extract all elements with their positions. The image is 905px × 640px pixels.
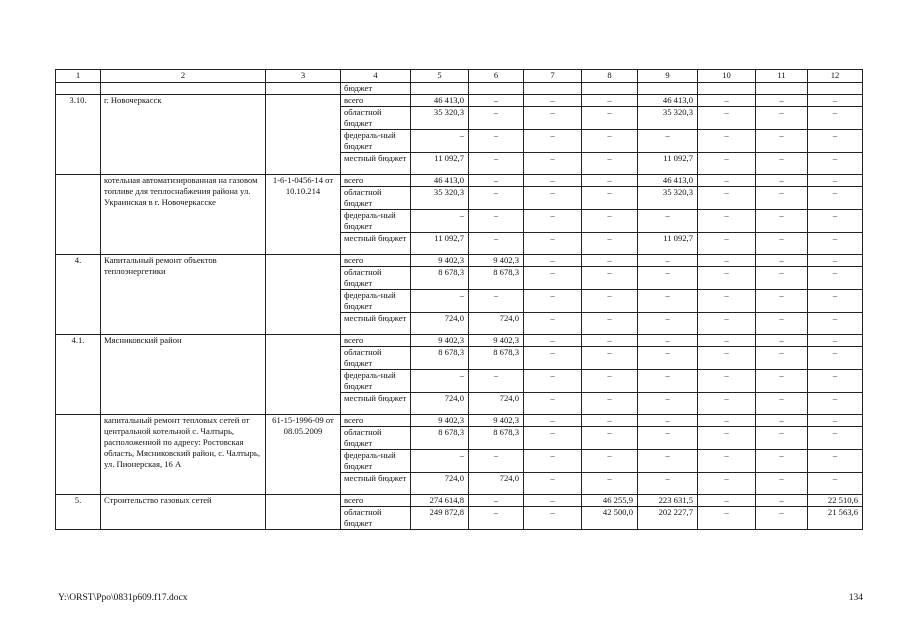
budget-type-cell: местный бюджет (341, 313, 411, 335)
value-cell: – (582, 153, 638, 175)
budget-type-cell: местный бюджет (341, 153, 411, 175)
budget-type-cell: федераль-ный бюджет (341, 370, 411, 393)
value-cell: – (524, 95, 582, 107)
value-cell: – (638, 370, 698, 393)
table-row (56, 175, 863, 187)
value-cell: 35 320,3 (638, 107, 698, 130)
value-cell: – (808, 335, 863, 347)
value-cell: – (698, 507, 756, 530)
budget-type-cell: всего (341, 95, 411, 107)
value-cell: – (698, 187, 756, 210)
col-header: 4 (341, 70, 411, 83)
budget-type-cell: местный бюджет (341, 233, 411, 255)
document-code: 61-15-1996-09 от 08.05.2009 (266, 415, 341, 495)
value-cell: – (524, 473, 582, 495)
value-cell: – (524, 107, 582, 130)
value-cell: – (698, 450, 756, 473)
value-cell: 8 678,3 (411, 347, 469, 370)
value-cell: 724,0 (469, 473, 524, 495)
value-cell: – (808, 210, 863, 233)
value-cell: – (698, 153, 756, 175)
value-cell: – (524, 130, 582, 153)
budget-type-cell: федераль-ный бюджет (341, 290, 411, 313)
value-cell: – (582, 473, 638, 495)
document-code (266, 255, 341, 335)
value-cell: 22 510,6 (808, 495, 863, 507)
value-cell: 8 678,3 (411, 267, 469, 290)
value-cell: 35 320,3 (411, 187, 469, 210)
value-cell: – (582, 130, 638, 153)
value-cell: 8 678,3 (469, 347, 524, 370)
value-cell: – (638, 335, 698, 347)
value-cell: – (756, 335, 808, 347)
value-cell: – (469, 370, 524, 393)
value-cell: 35 320,3 (638, 187, 698, 210)
value-cell: – (698, 347, 756, 370)
value-cell: – (582, 450, 638, 473)
value-cell: – (582, 347, 638, 370)
value-cell: 8 678,3 (469, 427, 524, 450)
value-cell: – (582, 415, 638, 427)
value-cell: – (469, 290, 524, 313)
value-cell: – (638, 313, 698, 335)
value-cell: 249 872,8 (411, 507, 469, 530)
value-cell: – (756, 175, 808, 187)
value-cell: – (411, 450, 469, 473)
budget-type-cell: федераль-ный бюджет (341, 210, 411, 233)
value-cell: – (582, 233, 638, 255)
value-cell: – (808, 267, 863, 290)
col-header: 2 (101, 70, 266, 83)
item-name: Капитальный ремонт объектов теплоэнергетики (101, 255, 266, 335)
value-cell: – (808, 415, 863, 427)
value-cell: 11 092,7 (411, 233, 469, 255)
value-cell: 46 255,9 (582, 495, 638, 507)
value-cell: 42 500,0 (582, 507, 638, 530)
budget-table (55, 69, 863, 530)
value-cell: – (638, 473, 698, 495)
budget-type-cell: всего (341, 335, 411, 347)
value-cell: – (808, 107, 863, 130)
value-cell: – (698, 335, 756, 347)
value-cell: – (756, 210, 808, 233)
value-cell: – (808, 95, 863, 107)
value-cell: – (469, 187, 524, 210)
value-cell: – (756, 255, 808, 267)
value-cell: – (756, 347, 808, 370)
value-cell: – (469, 507, 524, 530)
budget-type-cell: местный бюджет (341, 473, 411, 495)
item-number (56, 175, 101, 255)
value-cell: – (756, 187, 808, 210)
item-name: котельная автоматизированная на газовом топливе для теплоснабжения района ул. Украинская в г. Новочеркасске (101, 175, 266, 255)
value-cell: – (698, 107, 756, 130)
value-cell: 46 413,0 (638, 95, 698, 107)
table-row (56, 255, 863, 267)
value-cell: – (638, 427, 698, 450)
value-cell: – (582, 95, 638, 107)
value-cell: – (582, 187, 638, 210)
value-cell: – (808, 153, 863, 175)
col-header: 7 (524, 70, 582, 83)
value-cell: 274 614,8 (411, 495, 469, 507)
value-cell: – (524, 335, 582, 347)
value-cell: – (524, 507, 582, 530)
page-footer (58, 593, 863, 607)
value-cell: 223 631,5 (638, 495, 698, 507)
value-cell: 9 402,3 (469, 415, 524, 427)
value-cell: 724,0 (469, 393, 524, 415)
value-cell: 724,0 (411, 393, 469, 415)
document-code (266, 95, 341, 175)
value-cell: 202 227,7 (638, 507, 698, 530)
value-cell: 724,0 (469, 313, 524, 335)
value-cell: – (524, 233, 582, 255)
value-cell: – (756, 427, 808, 450)
value-cell: – (638, 393, 698, 415)
value-cell: 46 413,0 (411, 95, 469, 107)
col-header: 12 (808, 70, 863, 83)
budget-type-cell: областной бюджет (341, 267, 411, 290)
table-body (56, 83, 863, 530)
budget-type-cell: всего (341, 415, 411, 427)
value-cell: – (698, 370, 756, 393)
budget-type-cell: областной бюджет (341, 427, 411, 450)
value-cell: – (582, 267, 638, 290)
value-cell: – (638, 290, 698, 313)
item-name: Мясниковский район (101, 335, 266, 415)
value-cell: – (411, 210, 469, 233)
value-cell: 9 402,3 (469, 255, 524, 267)
value-cell: – (756, 495, 808, 507)
value-cell: – (582, 393, 638, 415)
value-cell: – (469, 107, 524, 130)
value-cell: 46 413,0 (638, 175, 698, 187)
value-cell: – (469, 450, 524, 473)
value-cell: – (638, 450, 698, 473)
value-cell: 35 320,3 (411, 107, 469, 130)
document-code (266, 335, 341, 415)
value-cell: – (756, 153, 808, 175)
value-cell: – (524, 153, 582, 175)
value-cell: 9 402,3 (411, 415, 469, 427)
value-cell: – (756, 95, 808, 107)
value-cell: – (469, 130, 524, 153)
budget-type-cell: областной бюджет (341, 187, 411, 210)
value-cell: – (756, 313, 808, 335)
value-cell: – (582, 313, 638, 335)
value-cell: – (698, 495, 756, 507)
value-cell: – (698, 255, 756, 267)
table-row (56, 415, 863, 427)
budget-type-cell: областной бюджет (341, 107, 411, 130)
value-cell: 11 092,7 (638, 233, 698, 255)
table-row (56, 335, 863, 347)
value-cell: 8 678,3 (411, 427, 469, 450)
value-cell: – (698, 415, 756, 427)
value-cell: – (524, 267, 582, 290)
value-cell: – (698, 210, 756, 233)
value-cell: – (698, 473, 756, 495)
value-cell: – (582, 290, 638, 313)
budget-type-cell: областной бюджет (341, 347, 411, 370)
page-number: 134 (848, 593, 863, 603)
value-cell: – (698, 95, 756, 107)
value-cell: – (756, 507, 808, 530)
budget-type-cell: всего (341, 255, 411, 267)
value-cell: – (808, 347, 863, 370)
value-cell: – (469, 233, 524, 255)
item-number (56, 415, 101, 495)
value-cell: – (756, 290, 808, 313)
value-cell: – (756, 393, 808, 415)
value-cell: – (808, 187, 863, 210)
value-cell: – (756, 370, 808, 393)
col-header: 6 (469, 70, 524, 83)
value-cell: – (469, 175, 524, 187)
value-cell: – (524, 187, 582, 210)
value-cell: – (698, 233, 756, 255)
value-cell: – (756, 473, 808, 495)
value-cell: – (524, 347, 582, 370)
value-cell: 11 092,7 (411, 153, 469, 175)
value-cell: – (582, 210, 638, 233)
value-cell: – (808, 370, 863, 393)
value-cell: – (524, 290, 582, 313)
value-cell: 11 092,7 (638, 153, 698, 175)
value-cell: – (756, 450, 808, 473)
value-cell: 46 413,0 (411, 175, 469, 187)
item-number: 4.1. (56, 335, 101, 415)
value-cell: – (524, 255, 582, 267)
col-header: 3 (266, 70, 341, 83)
value-cell: – (524, 313, 582, 335)
value-cell: – (756, 415, 808, 427)
column-number-row (56, 70, 863, 83)
item-name: г. Новочеркасск (101, 95, 266, 175)
value-cell: – (638, 210, 698, 233)
budget-type-cell: федераль-ный бюджет (341, 450, 411, 473)
value-cell: – (524, 495, 582, 507)
item-number: 3.10. (56, 95, 101, 175)
value-cell: – (469, 95, 524, 107)
col-header: 10 (698, 70, 756, 83)
col-header: 11 (756, 70, 808, 83)
table-row (56, 495, 863, 507)
value-cell: – (582, 335, 638, 347)
value-cell: – (698, 427, 756, 450)
budget-type-cell: бюджет (341, 83, 411, 95)
value-cell: – (756, 267, 808, 290)
value-cell: 9 402,3 (469, 335, 524, 347)
value-cell: – (524, 393, 582, 415)
value-cell: – (808, 313, 863, 335)
value-cell: 8 678,3 (469, 267, 524, 290)
value-cell: – (808, 450, 863, 473)
budget-type-cell: областной бюджет (341, 507, 411, 530)
document-code: 1-6-1-0456-14 от 10.10.214 (266, 175, 341, 255)
value-cell: – (469, 210, 524, 233)
table-row (56, 95, 863, 107)
value-cell: – (638, 255, 698, 267)
value-cell: – (582, 255, 638, 267)
value-cell: – (582, 427, 638, 450)
value-cell: 724,0 (411, 313, 469, 335)
value-cell: – (808, 175, 863, 187)
budget-type-cell: местный бюджет (341, 393, 411, 415)
value-cell: – (524, 427, 582, 450)
file-path: Y:\ORST\Ppo\0831p609.f17.docx (58, 593, 188, 603)
budget-type-cell: всего (341, 175, 411, 187)
value-cell: – (808, 393, 863, 415)
continuation-row (56, 83, 863, 95)
budget-type-cell: всего (341, 495, 411, 507)
value-cell: – (698, 290, 756, 313)
value-cell: – (582, 370, 638, 393)
value-cell: – (698, 267, 756, 290)
col-header: 1 (56, 70, 101, 83)
value-cell: – (411, 130, 469, 153)
value-cell: – (698, 130, 756, 153)
value-cell: – (698, 175, 756, 187)
budget-type-cell: федераль-ный бюджет (341, 130, 411, 153)
value-cell: – (582, 107, 638, 130)
value-cell: – (469, 495, 524, 507)
item-name: Строительство газовых сетей (101, 495, 266, 530)
value-cell: – (524, 370, 582, 393)
value-cell: – (469, 153, 524, 175)
col-header: 9 (638, 70, 698, 83)
value-cell: – (756, 130, 808, 153)
value-cell: 21 563,6 (808, 507, 863, 530)
value-cell: – (756, 233, 808, 255)
item-number: 4. (56, 255, 101, 335)
value-cell: – (638, 130, 698, 153)
col-header: 8 (582, 70, 638, 83)
value-cell: – (411, 290, 469, 313)
value-cell: – (808, 290, 863, 313)
item-number: 5. (56, 495, 101, 530)
value-cell: – (638, 267, 698, 290)
value-cell: – (524, 175, 582, 187)
value-cell: 9 402,3 (411, 255, 469, 267)
value-cell: – (808, 130, 863, 153)
value-cell: – (638, 415, 698, 427)
value-cell: – (524, 415, 582, 427)
value-cell: – (698, 393, 756, 415)
value-cell: – (582, 175, 638, 187)
value-cell: – (756, 107, 808, 130)
value-cell: 724,0 (411, 473, 469, 495)
document-code (266, 495, 341, 530)
item-name: капитальный ремонт тепловых сетей от центральной котельной с. Чалтырь, расположенной по адресу: Ростовская область, Мясниковский район, с. Чалтырь, ул. Пионерская, 16 А (101, 415, 266, 495)
value-cell: – (524, 450, 582, 473)
value-cell: – (808, 427, 863, 450)
value-cell: – (808, 473, 863, 495)
value-cell: 9 402,3 (411, 335, 469, 347)
value-cell: – (698, 313, 756, 335)
value-cell: – (638, 347, 698, 370)
value-cell: – (808, 233, 863, 255)
value-cell: – (524, 210, 582, 233)
col-header: 5 (411, 70, 469, 83)
value-cell: – (411, 370, 469, 393)
value-cell: – (808, 255, 863, 267)
